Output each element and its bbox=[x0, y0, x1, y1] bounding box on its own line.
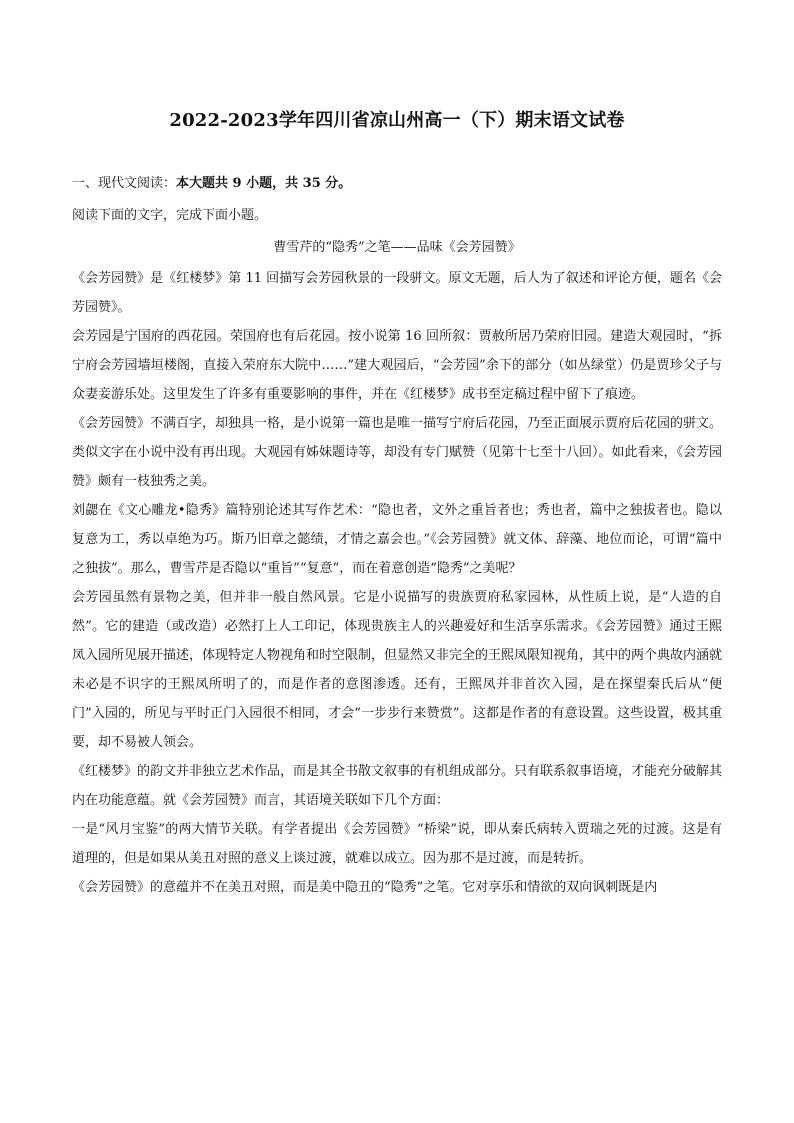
section-number: 一、 bbox=[72, 176, 99, 191]
section-heading bbox=[72, 174, 351, 194]
article-body bbox=[72, 264, 722, 902]
paragraph: 《红楼梦》的韵文并非独立艺术作品，而是其全书散文叙事的有机组成部分。只有联系叙事语境，才能充分破解其内在功能意蕴。就《会芳园赞》而言，其语境关联如下几个方面： bbox=[72, 764, 723, 808]
article-title: 曹雪芹的“隐秀”之笔——品味《会芳园赞》 bbox=[273, 240, 521, 255]
paragraph: 《会芳园赞》是《红楼梦》第 11 回描写会芳园秋景的一段骈文。原文无题，后人为了叙述和评论方便，题名《会芳园赞》。 bbox=[72, 271, 722, 315]
paragraph: 刘勰在《文心雕龙•隐秀》篇特别论述其写作艺术：“隐也者，文外之重旨者也；秀也者，篇中之独拔者也。隐以复意为工，秀以卓绝为巧。斯乃旧章之懿绩，才情之嘉会也。”《会芳园赞》就文体、辞藻、地位而论，可谓“篇中之独拔”。那么，曹雪芹是否隐以“重旨”“复意”，而在着意创造“隐秀”之美呢？ bbox=[72, 503, 722, 576]
paragraph: 会芳园是宁国府的西花园。荣国府也有后花园。按小说第 16 回所叙：贾赦所居乃荣府旧园。建造大观园时，“拆宁府会芳园墙垣楼阁，直接入荣府东大院中……”建大观园后，“会芳园”余下的部分（如丛绿堂）仍是贾珍父子与众妻妾游乐处。这里发生了许多有重要影响的事件，并在《红楼梦》成书至定稿过程中留下了痕迹。 bbox=[72, 329, 722, 402]
paragraph: 《会芳园赞》不满百字，却独具一格，是小说第一篇也是唯一描写宁府后花园，乃至正面展示贾府后花园的骈文。类似文字在小说中没有再出现。大观园有姊妹题诗等，却没有专门赋赞（见第十七至十八回）。如此看来，《会芳园赞》颇有一枝独秀之美。 bbox=[72, 416, 723, 489]
section-detail: 本大题共 9 小题，共 35 分。 bbox=[176, 176, 352, 191]
reading-instruction: 阅读下面的文字，完成下面小题。 bbox=[72, 208, 268, 223]
section-name: 现代文阅读： bbox=[98, 176, 177, 191]
paragraph: 《会芳园赞》的意蕴并不在美丑对照，而是美中隐丑的“隐秀”之笔。它对享乐和情欲的双向讽刺既是内 bbox=[72, 880, 658, 895]
paragraph: 会芳园虽然有景物之美，但并非一般自然风景。它是小说描写的贵族贾府私家园林，从性质上说，是“人造的自然”。它的建造（或改造）必然打上人工印记，体现贵族主人的兴趣爱好和生活享乐需求。《会芳园赞》通过王熙凤入园所见展开描述，体现特定人物视角和时空限制，但显然又非完全的王熙凤限知视角，其中的两个典故内涵就未必是不识字的王熙凤所明了的，而是作者的意图渗透。还有，王熙凤并非首次入园，是在探望秦氏后从“便门”入园的，所见与平时正门入园很不相同，才会“一步步行来赞赏”。这都是作者的有意设置。这些设置，极其重要，却不易被人领会。 bbox=[72, 590, 723, 750]
exam-title: 2022-2023学年四川省凉山州高一（下）期末语文试卷 bbox=[169, 110, 625, 131]
paragraph: 一是“风月宝鉴”的两大情节关联。有学者提出《会芳园赞》“桥梁”说，即从秦氏病转入贾瑞之死的过渡。这是有道理的，但是如果从美丑对照的意义上谈过渡，就难以成立。因为那不是过渡，而是转折。 bbox=[72, 822, 722, 866]
